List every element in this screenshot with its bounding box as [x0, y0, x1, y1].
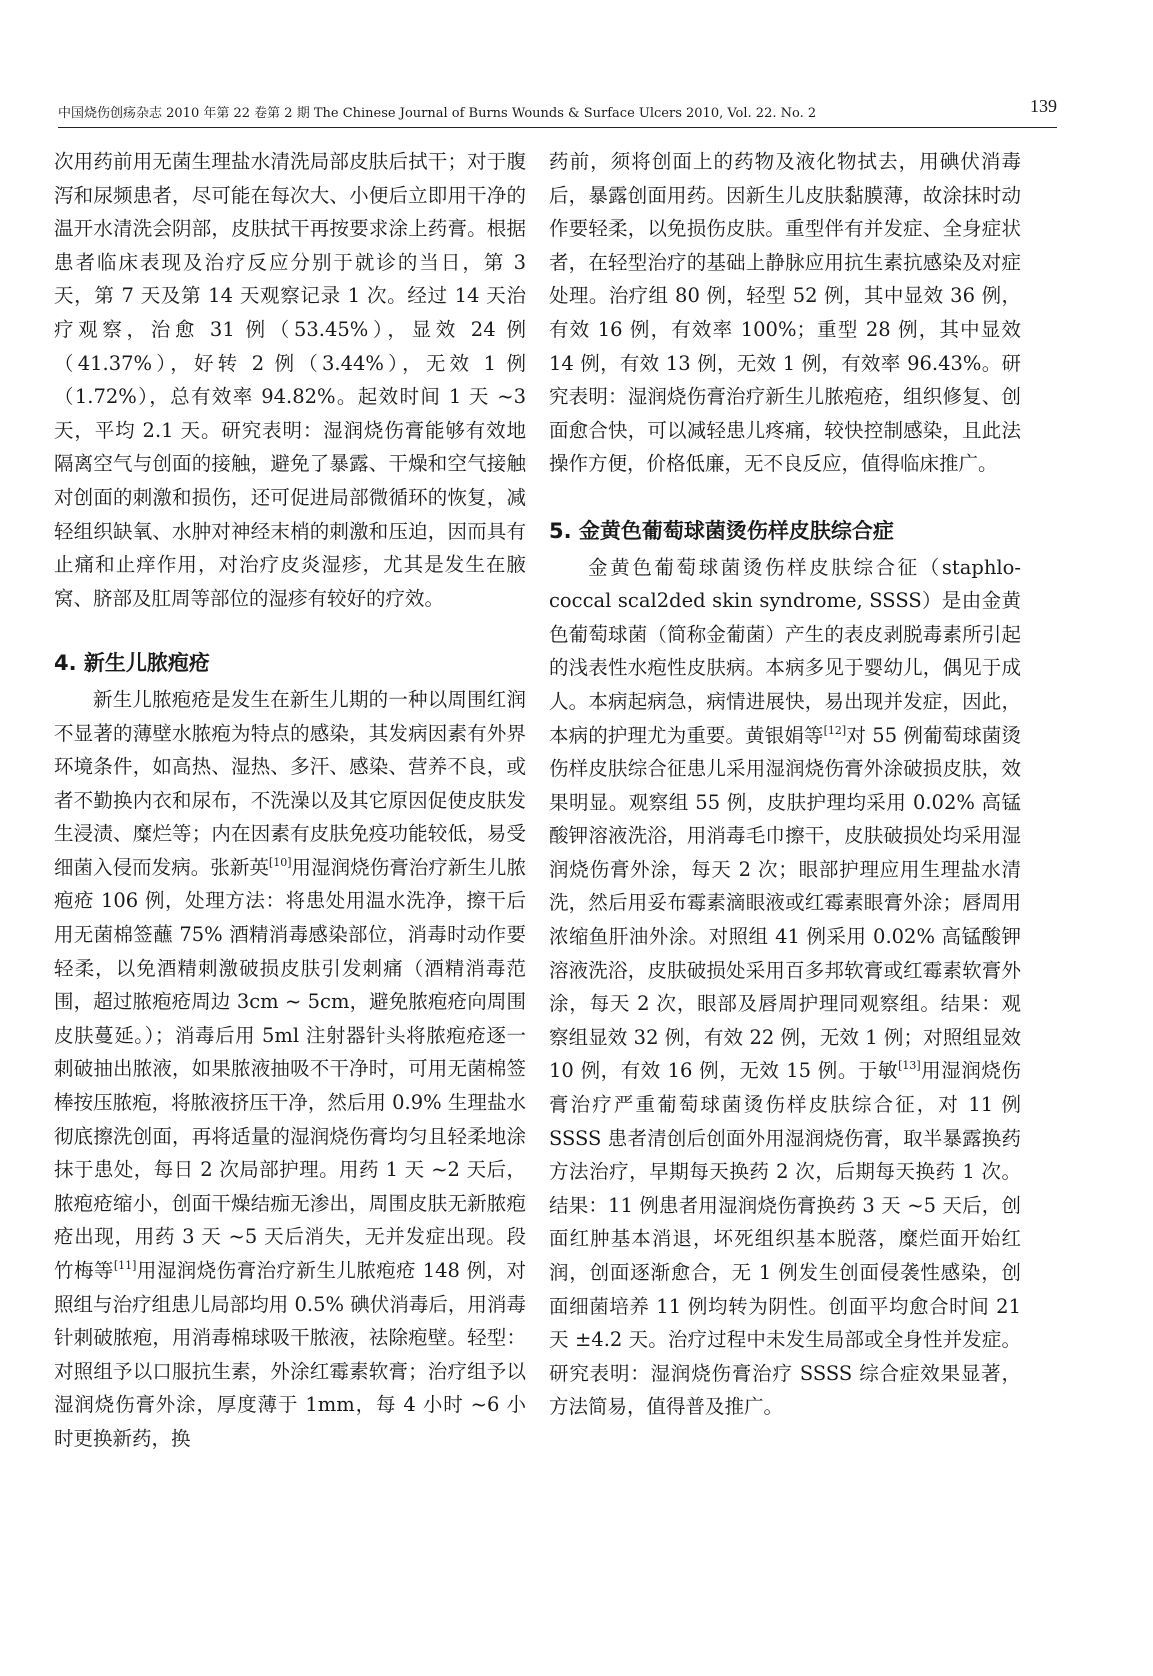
citation-ref: [11] — [113, 1259, 137, 1272]
page-number: 139 — [1030, 96, 1057, 116]
running-head — [58, 96, 1057, 128]
left-column — [54, 145, 526, 1456]
section-heading-4: 4. 新生儿脓疱疮 — [54, 651, 210, 676]
section-heading-5: 5. 金黄色葡萄球菌烫伤样皮肤综合症 — [549, 518, 894, 543]
citation-ref: [13] — [898, 1059, 921, 1073]
citation-ref: [12] — [823, 723, 847, 737]
paragraph-text: 用湿润烧伤膏治疗新生儿脓疱疮 148 例，对照组与治疗组患儿局部均用 0.5% 碘伏消毒后，用消毒针刺破脓疱，用消毒棉球吸干脓液，祛除疱壁。轻型：对照组予以口服抗生素，外涂红霉素软膏；治疗组予以湿润烧伤膏外涂，厚度薄于 1mm，每 4 小时 ~6 小时更换新药，换 — [54, 1259, 526, 1450]
paragraph-text: 金黄色葡萄球菌烫伤样皮肤综合征（staphlo-coccal scal2ded skin syndrome, SSSS）是由金黄色葡萄球菌（简称金葡菌）产生的表皮剥脱毒素所引起的浅表性水疱性皮肤病。本病多见于婴幼儿，偶见于成人。本病起病急，病情进展快，易出现并发症，因此，本病的护理尤为重要。黄银娟等 — [549, 555, 1021, 747]
paragraph-text: 用湿润烧伤膏治疗新生儿脓疱疮 106 例，处理方法：将患处用温水洗净，擦干后用无菌棉签蘸 75% 酒精消毒感染部位，消毒时动作要轻柔，以免酒精刺激破损皮肤引发刺痛（酒精消毒范围，超过脓疱疮周边 3cm ~ 5cm，避免脓疱疮向周围皮肤蔓延。）；消毒后用 5ml 注射器针头将脓疱疮逐一刺破抽出脓液，如果脓液抽吸不干净时，可用无菌棉签棒按压脓疱，将脓液挤压干净，然后用 0.9% 生理盐水彻底擦洗创面，再将适量的湿润烧伤膏均匀且轻柔地涂抹于患处，每日 2 次局部护理。用药 1 天 ~2 天后，脓疱疮缩小，创面干燥结痂无渗出，周围皮肤无新脓疱疮出现，用药 3 天 ~5 天后消失，无并发症出现。段竹梅等 — [54, 855, 526, 1282]
citation-ref: [10] — [268, 855, 292, 869]
paragraph-text: 新生儿脓疱疮是发生在新生儿期的一种以周围红润不显著的薄壁水脓疱为特点的感染，其发病因素有外界环境条件，如高热、湿热、多汗、感染、营养不良，或者不勤换内衣和尿布，不洗澡以及其它原因促使皮肤发生浸渍、糜烂等；内在因素有皮肤免疫功能较低，易受细菌入侵而发病。张新英 — [54, 687, 526, 879]
paragraph — [549, 551, 1021, 1424]
paragraph-text: 对 55 例葡萄球菌烫伤样皮肤综合征患儿采用湿润烧伤膏外涂破损皮肤，效果明显。观察组 55 例，皮肤护理均采用 0.02% 高锰酸钾溶液洗浴，用消毒毛巾擦干，皮肤破损处均采用湿润烧伤膏外涂，每天 2 次；眼部护理应用生理盐水清洗，然后用妥布霉素滴眼液或红霉素眼膏外涂；唇周用浓缩鱼肝油外涂。对照组 41 例采用 0.02% 高锰酸钾溶液洗浴，皮肤破损处采用百多邦软膏或红霉素软膏外涂，每天 2 次，眼部及唇周护理同观察组。结果：观察组显效 32 例，有效 22 例，无效 1 例；对照组显效 10 例，有效 16 例，无效 15 例。于敏 — [549, 723, 1021, 1083]
right-column — [549, 145, 1021, 1424]
paragraph-text: 用湿润烧伤膏治疗严重葡萄球菌烫伤样皮肤综合征，对 11 例 SSSS 患者清创后创面外用湿润烧伤膏，取半暴露换药方法治疗，早期每天换药 2 次，后期每天换药 1 次。结果：11 例患者用湿润烧伤膏换药 3 天 ~5 天后，创面红肿基本消退，坏死组织基本脱落，糜烂面开始红润，创面逐渐愈合，无 1 例发生创面侵袭性感染，创面细菌培养 11 例均转为阴性。创面平均愈合时间 21 天 ±4.2 天。治疗过程中未发生局部或全身性并发症。研究表明：湿润烧伤膏治疗 SSSS 综合症效果显著，方法简易，值得普及推广。 — [549, 1059, 1021, 1419]
paragraph: 药前，须将创面上的药物及液化物拭去，用碘伏消毒后，暴露创面用药。因新生儿皮肤黏膜薄，故涂抹时动作要轻柔，以免损伤皮肤。重型伴有并发症、全身症状者，在轻型治疗的基础上静脉应用抗生素抗感染及对症处理。治疗组 80 例，轻型 52 例，其中显效 36 例，有效 16 例，有效率 100%；重型 28 例，其中显效 14 例，有效 13 例，无效 1 例，有效率 96.43%。研究表明：湿润烧伤膏治疗新生儿脓疱疮，组织修复、创面愈合快，可以减轻患儿疼痛，较快控制感染，且此法操作方便，价格低廉，无不良反应，值得临床推广。 — [549, 150, 1021, 476]
running-head-text: 中国烧伤创疡杂志 2010 年第 22 卷第 2 期 The Chinese Journal of Burns Wounds & Surface Ulcers 2010, Vol. 22. No. 2 — [58, 106, 817, 121]
paragraph — [54, 683, 526, 1456]
paragraph: 次用药前用无菌生理盐水清洗局部皮肤后拭干；对于腹泻和尿频患者，尽可能在每次大、小便后立即用干净的温开水清洗会阴部，皮肤拭干再按要求涂上药膏。根据患者临床表现及治疗反应分别于就诊的当日，第 3 天，第 7 天及第 14 天观察记录 1 次。经过 14 天治疗观察，治愈 31 例（53.45%），显效 24 例（41.37%），好转 2 例（3.44%），无效 1 例（1.72%），总有效率 94.82%。起效时间 1 天 ~3 天，平均 2.1 天。研究表明：湿润烧伤膏能够有效地隔离空气与创面的接触，避免了暴露、干燥和空气接触对创面的刺激和损伤，还可促进局部微循环的恢复，减轻组织缺氧、水肿对神经末梢的刺激和压迫，因而具有止痛和止痒作用，对治疗皮炎湿疹，尤其是发生在腋窝、脐部及肛周等部位的湿疹有较好的疗效。 — [54, 150, 526, 610]
